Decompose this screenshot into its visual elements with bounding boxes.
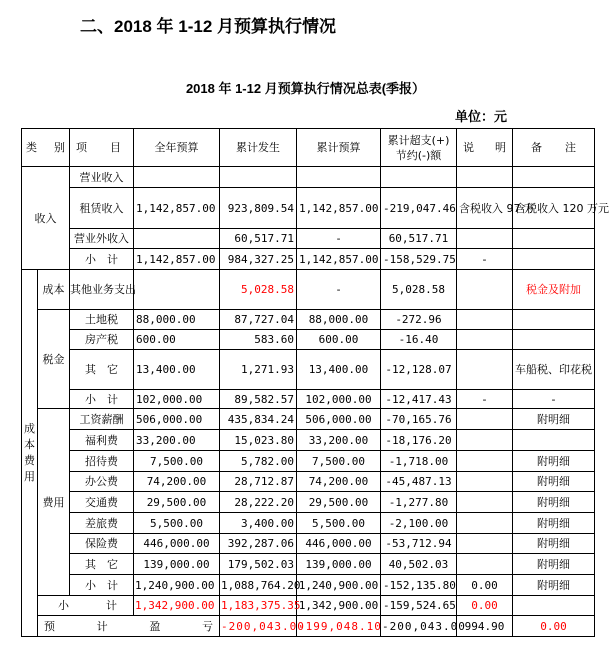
item-cell: 小 计 — [70, 249, 134, 270]
remarks-cell: 含税收入 120 万元 — [513, 188, 595, 229]
remarks-cell — [513, 229, 595, 249]
cumulative-actual-cell: 1,088,764.20 — [220, 575, 297, 596]
header-explanation — [457, 129, 513, 167]
header-cumulative-actual: 累计发生 — [220, 129, 297, 167]
cumulative-actual-cell: 1,183,375.35 — [220, 596, 297, 616]
over-save-cell: 60,517.71 — [381, 229, 457, 249]
over-save-cell: -272.96 — [381, 310, 457, 330]
annual-budget-cell: 446,000.00 — [134, 534, 220, 554]
item-cell: 工资薪酬 — [70, 409, 134, 430]
table-row-subtotal — [22, 596, 595, 616]
remarks-cell — [513, 249, 595, 270]
header-remarks — [513, 129, 595, 167]
over-save-cell: -1,718.00 — [381, 451, 457, 472]
header-over-save — [381, 129, 457, 167]
cumulative-budget-cell: 1,142,857.00 — [297, 188, 381, 229]
over-save-cell: -2,100.00 — [381, 513, 457, 534]
profit-loss-label — [38, 616, 220, 637]
header-cumulative-budget: 累计预算 — [297, 129, 381, 167]
item-cell: 招待费 — [70, 451, 134, 472]
item-cell: 福利费 — [70, 430, 134, 451]
header-category — [22, 129, 70, 167]
table-row — [22, 167, 595, 188]
header-explanation-char: 明 — [495, 141, 506, 154]
remarks-cell — [513, 596, 595, 616]
cumulative-budget-cell: 74,200.00 — [297, 472, 381, 492]
cumulative-actual-cell: 15,023.80 — [220, 430, 297, 451]
header-over-save-line1: 累计超支(+) — [387, 133, 450, 147]
cumulative-actual-cell: 60,517.71 — [220, 229, 297, 249]
explanation-cell: 0.00 — [457, 596, 513, 616]
item-cell: 差旅费 — [70, 513, 134, 534]
category-income: 收入 — [22, 167, 70, 270]
over-save-cell: -158,529.75 — [381, 249, 457, 270]
explanation-cell — [457, 330, 513, 350]
cumulative-budget-cell: - — [297, 229, 381, 249]
item-cell: 交通费 — [70, 492, 134, 513]
table-row — [22, 229, 595, 249]
subcategory-expense: 费用 — [38, 409, 70, 596]
cumulative-actual-cell: 28,712.87 — [220, 472, 297, 492]
over-save-cell: -70,165.76 — [381, 409, 457, 430]
table-title: 2018 年 1-12 月预算执行情况总表(季报） — [185, 81, 426, 96]
table-row — [22, 270, 595, 310]
cumulative-actual-cell: 435,834.24 — [220, 409, 297, 430]
explanation-cell: 含税收入 97 万 — [457, 188, 513, 229]
annual-budget-cell: 7,500.00 — [134, 451, 220, 472]
over-save-cell: -1,277.80 — [381, 492, 457, 513]
cumulative-budget-cell: 600.00 — [297, 330, 381, 350]
cumulative-budget-cell: 1,342,900.00 — [297, 596, 381, 616]
cumulative-budget-cell: -200,043.00 — [381, 616, 457, 637]
cumulative-actual-cell: 5,028.58 — [220, 270, 297, 310]
cumulative-actual-cell: 28,222.20 — [220, 492, 297, 513]
annual-budget-cell: 5,500.00 — [134, 513, 220, 534]
subtotal-label-char: 小 — [58, 599, 69, 612]
profit-loss-label-char: 盈 — [149, 619, 161, 633]
item-cell: 其 它 — [70, 554, 134, 575]
profit-loss-label-char: 亏 — [201, 619, 213, 633]
explanation-cell: - — [457, 390, 513, 409]
cumulative-budget-cell: 7,500.00 — [297, 451, 381, 472]
cumulative-actual-cell: -199,048.10 — [297, 616, 381, 637]
item-cell: 小 计 — [70, 575, 134, 596]
cumulative-budget-cell: 1,240,900.00 — [297, 575, 381, 596]
annual-budget-cell: 88,000.00 — [134, 310, 220, 330]
header-row — [22, 129, 595, 167]
annual-budget-cell: 33,200.00 — [134, 430, 220, 451]
remarks-cell: 附明细 — [513, 409, 595, 430]
annual-budget-cell: 1,342,900.00 — [134, 596, 220, 616]
header-item-char: 目 — [110, 141, 121, 154]
header-category-char: 类 — [26, 141, 37, 154]
over-save-cell: -16.40 — [381, 330, 457, 350]
table-row — [22, 350, 595, 390]
explanation-cell — [457, 409, 513, 430]
cumulative-budget-cell: 5,500.00 — [297, 513, 381, 534]
table-row — [22, 310, 595, 330]
cumulative-budget-cell: 446,000.00 — [297, 534, 381, 554]
remarks-cell: 附明细 — [513, 513, 595, 534]
subcategory-cost: 成本 — [38, 270, 70, 310]
table-row — [22, 390, 595, 409]
item-cell: 小 计 — [70, 390, 134, 409]
item-cell: 租赁收入 — [70, 188, 134, 229]
table-row — [22, 430, 595, 451]
header-item-char: 项 — [76, 141, 87, 154]
over-save-cell: -53,712.94 — [381, 534, 457, 554]
cumulative-budget-cell: 1,142,857.00 — [297, 249, 381, 270]
category-cost-expense-label: 成本费用 — [24, 422, 35, 483]
cumulative-actual-cell: 923,809.54 — [220, 188, 297, 229]
item-cell: 其 它 — [70, 350, 134, 390]
table-row — [22, 492, 595, 513]
annual-budget-cell: 1,240,900.00 — [134, 575, 220, 596]
over-save-cell: -12,128.07 — [381, 350, 457, 390]
remarks-cell: 附明细 — [513, 472, 595, 492]
explanation-cell: 0.00 — [457, 575, 513, 596]
explanation-cell — [457, 350, 513, 390]
subtotal-label-char: 计 — [106, 599, 117, 612]
remarks-cell — [513, 430, 595, 451]
explanation-cell — [457, 534, 513, 554]
remarks-cell: 附明细 — [513, 575, 595, 596]
table-row — [22, 249, 595, 270]
header-item — [70, 129, 134, 167]
item-cell: 保险费 — [70, 534, 134, 554]
section-heading: 二、2018 年 1-12 月预算执行情况 — [80, 17, 337, 36]
annual-budget-cell: -200,043.00 — [220, 616, 297, 637]
item-cell: 营业收入 — [70, 167, 134, 188]
item-cell: 营业外收入 — [70, 229, 134, 249]
explanation-cell — [457, 513, 513, 534]
explanation-cell — [457, 492, 513, 513]
over-save-cell: 5,028.58 — [381, 270, 457, 310]
over-save-cell: -12,417.43 — [381, 390, 457, 409]
over-save-cell: -18,176.20 — [381, 430, 457, 451]
explanation-cell — [457, 472, 513, 492]
header-category-char: 别 — [54, 141, 65, 154]
cumulative-actual-cell: 179,502.03 — [220, 554, 297, 575]
cumulative-budget-cell: 13,400.00 — [297, 350, 381, 390]
item-cell: 办公费 — [70, 472, 134, 492]
header-explanation-char: 说 — [463, 141, 474, 154]
cumulative-budget-cell: 506,000.00 — [297, 409, 381, 430]
remarks-cell — [513, 310, 595, 330]
cumulative-budget-cell — [297, 167, 381, 188]
annual-budget-cell: 13,400.00 — [134, 350, 220, 390]
over-save-cell: -152,135.80 — [381, 575, 457, 596]
table-row — [22, 513, 595, 534]
explanation-cell — [457, 451, 513, 472]
remarks-cell: 车船税、印花税 — [513, 350, 595, 390]
annual-budget-cell — [134, 167, 220, 188]
annual-budget-cell — [134, 229, 220, 249]
explanation-cell: 0.00 — [513, 616, 595, 637]
item-cell: 土地税 — [70, 310, 134, 330]
cumulative-budget-cell: 88,000.00 — [297, 310, 381, 330]
over-save-cell: -45,487.13 — [381, 472, 457, 492]
table-row — [22, 575, 595, 596]
header-annual-budget: 全年预算 — [134, 129, 220, 167]
profit-loss-label-char: 计 — [96, 619, 108, 633]
annual-budget-cell: 139,000.00 — [134, 554, 220, 575]
table-row — [22, 409, 595, 430]
annual-budget-cell: 29,500.00 — [134, 492, 220, 513]
annual-budget-cell: 102,000.00 — [134, 390, 220, 409]
explanation-cell — [457, 310, 513, 330]
item-cell: 其他业务支出 — [70, 270, 134, 310]
annual-budget-cell: 74,200.00 — [134, 472, 220, 492]
table-row — [22, 330, 595, 350]
remarks-cell: 附明细 — [513, 451, 595, 472]
annual-budget-cell: 600.00 — [134, 330, 220, 350]
header-remarks-char: 备 — [531, 141, 542, 154]
explanation-cell — [457, 167, 513, 188]
explanation-cell — [457, 229, 513, 249]
remarks-cell — [513, 330, 595, 350]
remarks-cell — [513, 167, 595, 188]
over-save-cell: -219,047.46 — [381, 188, 457, 229]
header-remarks-char: 注 — [565, 141, 576, 154]
cumulative-budget-cell: 139,000.00 — [297, 554, 381, 575]
annual-budget-cell: 1,142,857.00 — [134, 249, 220, 270]
cumulative-actual-cell — [220, 167, 297, 188]
header-over-save-line2: 节约(-)额 — [395, 148, 442, 162]
subcategory-tax: 税金 — [38, 310, 70, 409]
cumulative-actual-cell: 1,271.93 — [220, 350, 297, 390]
annual-budget-cell — [134, 270, 220, 310]
remarks-cell: 附明细 — [513, 492, 595, 513]
remarks-cell: 附明细 — [513, 554, 595, 575]
cumulative-actual-cell: 5,782.00 — [220, 451, 297, 472]
cumulative-actual-cell: 984,327.25 — [220, 249, 297, 270]
annual-budget-cell: 506,000.00 — [134, 409, 220, 430]
table-row — [22, 472, 595, 492]
annual-budget-cell: 1,142,857.00 — [134, 188, 220, 229]
table-row — [22, 451, 595, 472]
cumulative-actual-cell: 87,727.04 — [220, 310, 297, 330]
over-save-cell: 994.90 — [457, 616, 513, 637]
explanation-cell: - — [457, 249, 513, 270]
over-save-cell — [381, 167, 457, 188]
item-cell: 房产税 — [70, 330, 134, 350]
remarks-cell: - — [513, 390, 595, 409]
unit-label: 单位：元 — [455, 109, 508, 124]
remarks-cell: 附明细 — [513, 534, 595, 554]
subtotal-label — [38, 596, 134, 616]
cumulative-budget-cell: 29,500.00 — [297, 492, 381, 513]
cumulative-budget-cell: - — [297, 270, 381, 310]
cumulative-actual-cell: 3,400.00 — [220, 513, 297, 534]
remarks-cell: 税金及附加 — [513, 270, 595, 310]
table-row — [22, 534, 595, 554]
category-cost-expense — [22, 270, 38, 637]
cumulative-actual-cell: 583.60 — [220, 330, 297, 350]
cumulative-actual-cell: 392,287.06 — [220, 534, 297, 554]
table-row — [22, 554, 595, 575]
explanation-cell — [457, 430, 513, 451]
table-row — [22, 188, 595, 229]
budget-table — [21, 128, 609, 637]
table-row-profit-loss — [22, 616, 595, 637]
cumulative-actual-cell: 89,582.57 — [220, 390, 297, 409]
explanation-cell — [457, 554, 513, 575]
over-save-cell: 40,502.03 — [381, 554, 457, 575]
profit-loss-label-char: 预 — [44, 619, 55, 633]
cumulative-budget-cell: 102,000.00 — [297, 390, 381, 409]
over-save-cell: -159,524.65 — [381, 596, 457, 616]
explanation-cell — [457, 270, 513, 310]
cumulative-budget-cell: 33,200.00 — [297, 430, 381, 451]
